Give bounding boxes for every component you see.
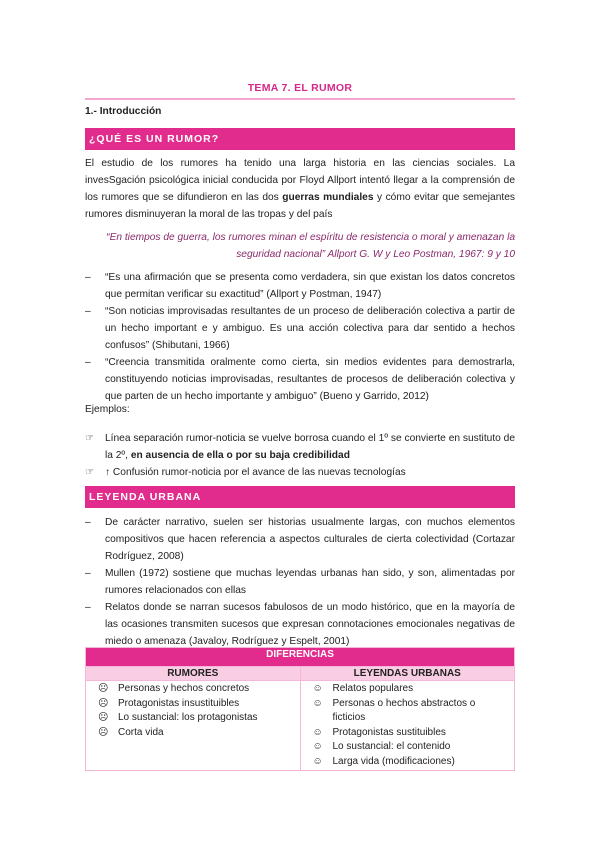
list-item [305, 682, 511, 697]
list-item [85, 430, 515, 464]
sad-face-icon: ☹ [98, 712, 109, 723]
item-text: Relatos donde se narran sucesos fabulosos de un modo histórico, que en la mayoría de las ocasiones transmiten sucesos que expresan connotaciones emocionales negativas de miedo o amenaza (Javaloy, Rodríguez y Espelt, 2001) [105, 602, 515, 647]
list-item [90, 726, 296, 741]
list-item [305, 726, 511, 741]
happy-face-icon: ☺ [312, 697, 323, 709]
list-item [90, 697, 296, 712]
item-text: Larga vida (modificaciones) [332, 755, 455, 767]
para-bold: guerras mundiales [282, 192, 374, 203]
happy-face-icon: ☺ [312, 741, 323, 752]
happy-face-icon: ☺ [312, 683, 323, 694]
item-bold: en ausencia de ella o por su baja credibilidad [130, 450, 350, 461]
dash-icon: – [85, 568, 91, 579]
happy-face-icon: ☺ [312, 726, 323, 738]
examples-list [85, 430, 515, 481]
para-text: y cómo evitar que semejantes rumores disminuyeran la moral de las tropas y del país [85, 192, 515, 220]
sad-face-icon: ☹ [98, 683, 109, 694]
differences-table [85, 647, 515, 771]
title-divider [85, 98, 515, 100]
list-item [90, 682, 296, 697]
list-item [85, 303, 515, 354]
list-item [85, 464, 515, 481]
pointing-hand-icon: ☞ [85, 467, 95, 478]
pointing-hand-icon: ☞ [85, 433, 95, 444]
item-text: De carácter narrativo, suelen ser historias usualmente largas, con muchos elementos compositivos que hacen referencia a aspectos culturales de cierta colectividad (Cortazar Rodríguez, 2008) [105, 517, 515, 562]
list-item [85, 354, 515, 405]
item-text: “Es una afirmación que se presenta como verdadera, sin que existan los datos concretos que permitan verificar su exactitud” (Allport y Postman, 1947) [105, 272, 515, 300]
happy-face-icon: ☺ [312, 755, 323, 767]
list-item [305, 755, 511, 770]
item-text: Mullen (1972) sostiene que muchas leyendas urbanas han sido, y son, alimentadas por rumores relacionados con ellas [105, 568, 515, 596]
sad-face-icon: ☹ [98, 697, 109, 709]
section-heading: 1.- Introducción [85, 106, 162, 117]
item-text: ↑ Confusión rumor-noticia por el avance de las nuevas tecnologías [105, 467, 406, 478]
item-text: Corta vida [118, 726, 164, 738]
intro-paragraph [85, 155, 515, 223]
dash-icon: – [85, 357, 91, 368]
list-item [85, 514, 515, 565]
list-item [85, 565, 515, 599]
dash-icon: – [85, 272, 91, 283]
list-item [305, 697, 511, 726]
list-item [85, 269, 515, 303]
item-text: “Creencia transmitida oralmente como cierta, sin medios evidentes para demostrarla, constituyendo noticias improvisadas, resultantes de procesos de deliberación colectiva y que parten de un hecho importante y ambiguo” (Bueno y Garrido, 2012) [105, 357, 515, 402]
leyendas-cell [300, 681, 515, 771]
section-bar-leyenda: LEYENDA URBANA [85, 486, 515, 508]
section-bar-rumor: ¿QUÉ ES UN RUMOR? [85, 128, 515, 150]
quote: “En tiempos de guerra, los rumores minan el espíritu de resistencia o moral y amenazan la seguridad nacional” Allport G. W y Leo Postman, 1967: 9 y 10 [106, 232, 515, 260]
page-title: TEMA 7. EL RUMOR [247, 82, 353, 94]
column-header-rumores: RUMORES [86, 667, 301, 681]
item-text: Protagonistas insustituibles [118, 697, 240, 709]
item-text: Protagonistas sustituibles [332, 726, 446, 738]
dash-icon: – [85, 306, 91, 317]
para-text: El estudio de los rumores ha tenido una larga historia en las ciencias sociales. La invesSgación psicológica inicial conducida por Floyd Allport intentó llegar a la comprensión de los rumores que se difundieron en las dos [85, 158, 515, 203]
dash-icon: – [85, 517, 91, 528]
leyenda-list [85, 514, 515, 650]
definitions-list [85, 269, 515, 405]
dash-icon: – [85, 602, 91, 613]
table-title: DIFERENCIAS [86, 648, 515, 667]
column-header-leyendas: LEYENDAS URBANAS [300, 667, 515, 681]
item-text: Lo sustancial: el contenido [332, 741, 451, 752]
item-text: Personas y hechos concretos [118, 683, 250, 694]
rumores-cell [86, 681, 301, 771]
sad-face-icon: ☹ [98, 726, 109, 738]
item-text: Personas o hechos abstractos o ficticios [332, 697, 476, 723]
item-text: Línea separación rumor-noticia se vuelve borrosa cuando el 1º se convierte en sustituto de la 2º, [105, 433, 515, 461]
item-text: “Son noticias improvisadas resultantes de un proceso de deliberación colectiva a partir de un hecho important e y ambiguo. Es una acción colectiva para dar sentido a hechos confusos” (Shibutani, 1966) [105, 306, 515, 351]
list-item [305, 740, 511, 755]
item-text: Relatos populares [332, 683, 414, 694]
list-item [90, 711, 296, 726]
examples-label: Ejemplos: [85, 404, 130, 415]
item-text: Lo sustancial: los protagonistas [118, 712, 258, 723]
list-item [85, 599, 515, 650]
